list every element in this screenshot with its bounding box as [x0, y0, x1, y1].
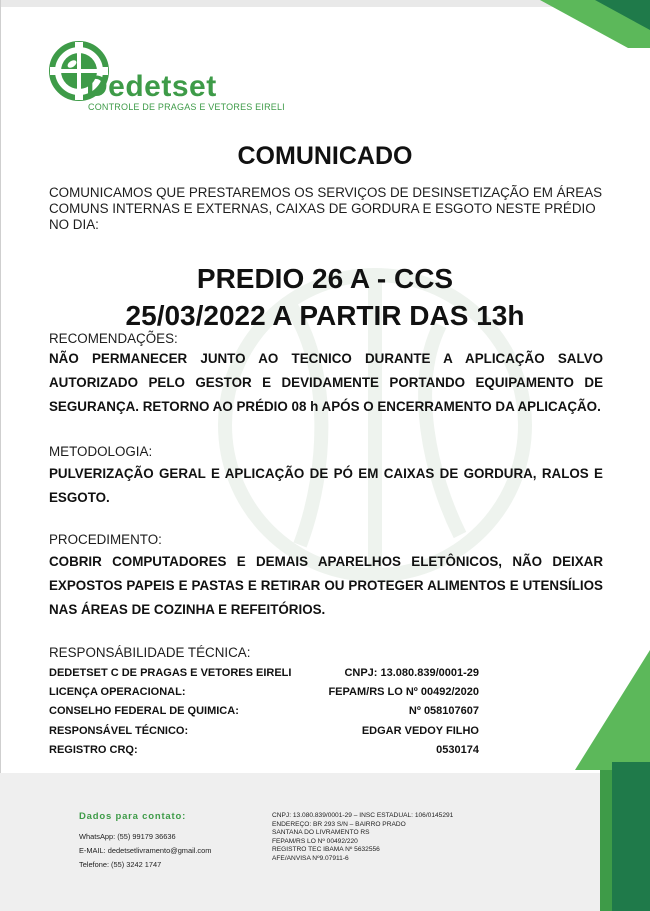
responsibility-row — [49, 705, 479, 724]
responsibility-value: EDGAR VEDOY FILHO — [361, 724, 479, 737]
responsibility-label: RESPONSÁBILIDADE TÉCNICA: — [49, 645, 251, 660]
responsibility-key: CONSELHO FEDERAL DE QUIMICA: — [49, 705, 239, 718]
company-info-line: CNPJ: 13.080.839/0001-29 – INSC ESTADUAL: 106/0145291 — [272, 812, 454, 819]
event-location: PREDIO 26 A - CCS — [196, 263, 454, 294]
event-date: 25/03/2022 A PARTIR DAS 13h — [125, 300, 525, 331]
contact-whatsapp: WhatsApp: (55) 99179 36636 — [79, 832, 176, 841]
contact-phone: Telefone: (55) 3242 1747 — [79, 860, 162, 869]
company-info-line: SANTANA DO LIVRAMENTO RS — [272, 829, 370, 837]
company-info — [272, 812, 453, 864]
logo-name: Dedetset — [86, 70, 217, 103]
responsibility-row — [49, 686, 479, 705]
contact-heading: Dados para contato: — [79, 811, 187, 822]
responsibility-row — [49, 744, 479, 763]
responsibility-key: DEDETSET C DE PRAGAS E VETORES EIRELI — [49, 667, 292, 679]
page-title: COMUNICADO — [237, 142, 413, 170]
responsibility-row — [49, 725, 479, 744]
recommendations-text: NÃO PERMANECER JUNTO AO TECNICO DURANTE A APLICAÇÃO SALVO AUTORIZADO PELO GESTOR E DEVIDAMENTE PORTANDO EQUIPAMENTO DE SEGURANÇA. RETORNO AO PRÉDIO 08 h APÓS O ENCERRAMENTO DA APLICAÇÃO. — [49, 351, 603, 414]
responsibility-value: 0530174 — [436, 743, 479, 756]
responsibility-value: FEPAM/RS LO Nº 00492/2020 — [328, 686, 479, 699]
logo-tagline: CONTROLE DE PRAGAS E VETORES EIRELI — [88, 102, 285, 112]
intro-text: COMUNICAMOS QUE PRESTAREMOS OS SERVIÇOS DE DESINSETIZAÇÃO EM ÁREAS COMUNS INTERNAS E EXTERNAS, CAIXAS DE GORDURA E ESGOTO NESTE PRÉDIO NO DIA: — [49, 185, 603, 232]
recommendations-label: RECOMENDAÇÕES: — [49, 331, 178, 346]
responsibility-row — [49, 667, 479, 686]
responsibility-key: RESPONSÁVEL TÉCNICO: — [49, 724, 189, 737]
methodology-text: PULVERIZAÇÃO GERAL E APLICAÇÃO DE PÓ EM CAIXAS DE GORDURA, RALOS E ESGOTO. — [49, 466, 603, 505]
footer — [0, 773, 650, 911]
company-info-line: AFE/ANVISA Nº9.07911-6 — [272, 854, 349, 862]
procedure-label: PROCEDIMENTO: — [49, 532, 162, 547]
procedure-text: COBRIR COMPUTADORES E DEMAIS APARELHOS ELETÔNICOS, NÃO DEIXAR EXPOSTOS PAPEIS E PASTAS E RETIRAR OU PROTEGER ALIMENTOS E UTENSÍLIOS NAS ÁREAS DE COZINHA E REFEITÓRIOS. — [49, 554, 603, 617]
contact-email: E-MAIL: dedetsetlivramento@gmail.com — [79, 846, 212, 855]
company-info-line: REGISTRO TEC IBAMA Nº 5632556 — [272, 846, 380, 854]
responsibility-table — [49, 667, 479, 763]
company-info-line: ENDEREÇO: BR 293 S/N – BAIRRO PRADO — [272, 820, 406, 828]
responsibility-key: REGISTRO CRQ: — [49, 743, 138, 756]
responsibility-value: Nº 058107607 — [408, 705, 479, 718]
methodology-label: METODOLOGIA: — [49, 444, 153, 459]
responsibility-key: LICENÇA OPERACIONAL: — [49, 686, 186, 699]
event-heading — [0, 260, 650, 334]
responsibility-value: CNPJ: 13.080.839/0001-29 — [344, 667, 479, 679]
company-info-line: FEPAM/RS LO Nº 00492/220 — [272, 837, 358, 845]
